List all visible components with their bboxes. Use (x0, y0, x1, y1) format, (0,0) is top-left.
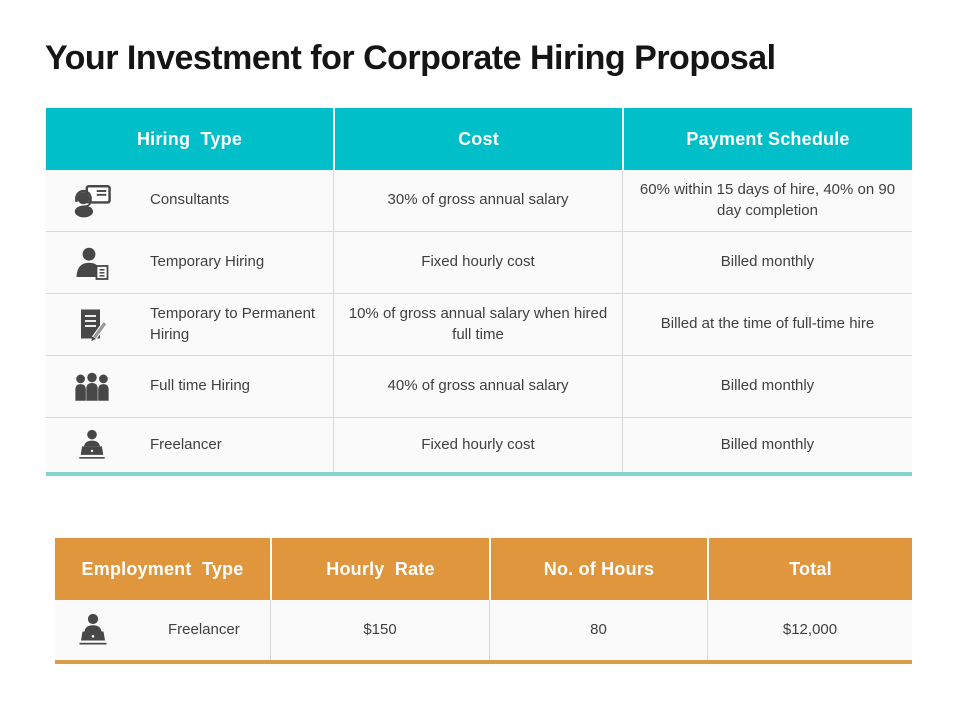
header-employment-type: Employment Type (81, 558, 244, 579)
hiring-type-cell (46, 294, 333, 355)
employment-table-header (55, 538, 912, 600)
hiring-type-label: Temporary Hiring (150, 253, 265, 271)
temporary-to-permanent-icon (73, 308, 111, 342)
header-payment-schedule: Payment Schedule (622, 108, 912, 170)
page-title: Your Investment for Corporate Hiring Proposal (45, 39, 776, 77)
hiring-type-label: Full time Hiring (150, 377, 251, 395)
total-cell: $12,000 (707, 600, 912, 660)
hiring-type-label: Consultants (150, 191, 230, 209)
cost-cell: Fixed hourly cost (333, 418, 622, 472)
hiring-table-header (46, 108, 912, 170)
employment-table (55, 538, 912, 664)
employment-type-cell (55, 600, 270, 660)
header-total: Total (707, 538, 912, 600)
header-hiring-type: Hiring Type (136, 128, 243, 149)
payment-schedule-cell: Billed monthly (622, 356, 912, 417)
hiring-table (46, 108, 912, 476)
full-time-hiring-icon (73, 370, 111, 404)
header-hourly-rate: Hourly Rate (270, 538, 489, 600)
table-row-temporary-to-permanent (46, 293, 912, 355)
table-row-consultants (46, 170, 912, 231)
table-row-full-time-hiring (46, 355, 912, 417)
payment-schedule-cell: 60% within 15 days of hire, 40% on 90 day completion (622, 170, 912, 231)
hiring-type-label: Temporary to Permanent Hiring (150, 305, 316, 343)
cost-cell: 40% of gross annual salary (333, 356, 622, 417)
payment-schedule-cell: Billed monthly (622, 232, 912, 293)
consultant-icon (73, 184, 111, 218)
hiring-type-cell (46, 356, 333, 417)
header-no-of-hours: No. of Hours (489, 538, 707, 600)
freelancer-icon (75, 612, 111, 648)
header-cost: Cost (333, 108, 622, 170)
table-row-freelancer (46, 417, 912, 472)
hourly-rate-cell: $150 (270, 600, 489, 660)
freelancer-icon (73, 428, 111, 462)
employment-type-label: Freelancer (168, 620, 240, 638)
hiring-type-label: Freelancer (150, 435, 222, 453)
hiring-type-cell (46, 418, 333, 472)
table-row-temporary-hiring (46, 231, 912, 293)
payment-schedule-cell: Billed monthly (622, 418, 912, 472)
payment-schedule-cell: Billed at the time of full-time hire (622, 294, 912, 355)
hiring-type-cell (46, 170, 333, 231)
cost-cell: Fixed hourly cost (333, 232, 622, 293)
temporary-hiring-icon (73, 246, 111, 280)
table-row-freelancer-cost (55, 600, 912, 660)
cost-cell: 10% of gross annual salary when hired full time (333, 294, 622, 355)
hours-cell: 80 (489, 600, 707, 660)
hiring-type-cell (46, 232, 333, 293)
cost-cell: 30% of gross annual salary (333, 170, 622, 231)
